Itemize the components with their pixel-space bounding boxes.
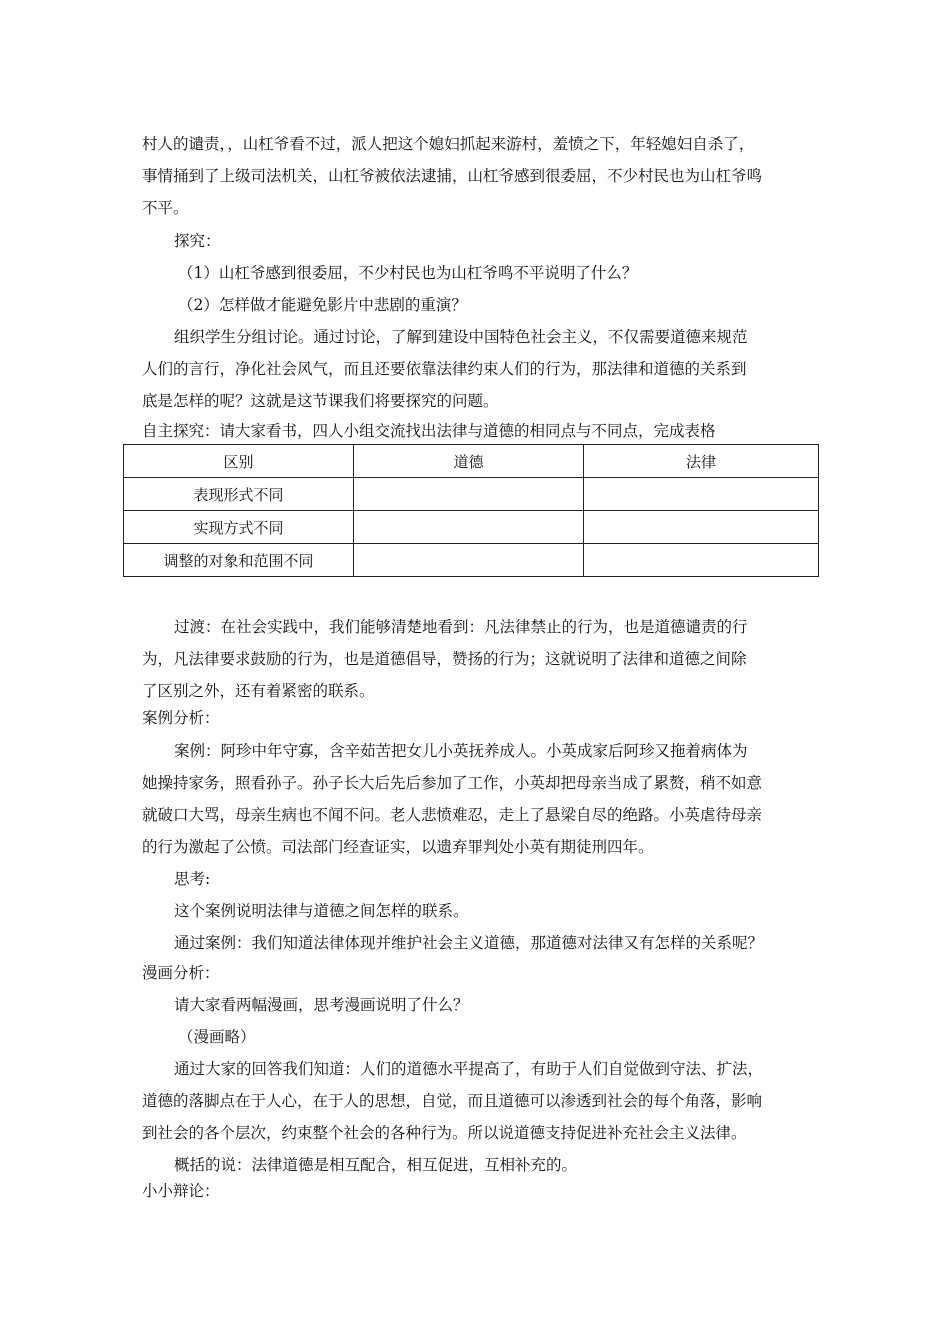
paragraph-line: 案例：阿珍中年守寡，含辛茹苦把女儿小英抚养成人。小英成家后阿珍又拖着病体为 — [174, 742, 748, 760]
paragraph-line: 请大家看两幅漫画，思考漫画说明了什么？ — [174, 996, 469, 1014]
paragraph-line: 概括的说：法律道德是相互配合，相互促进，互相补充的。 — [174, 1156, 578, 1174]
section-label: 探究： — [174, 232, 221, 250]
table-row — [124, 544, 819, 577]
paragraph-line: 底是怎样的呢？这就是这节课我们将要探究的问题。 — [142, 392, 499, 410]
section-label: 漫画分析： — [142, 964, 220, 982]
section-label: 案例分析： — [142, 709, 220, 727]
table-cell: 实现方式不同 — [124, 511, 354, 544]
table-cell — [354, 478, 584, 511]
table-cell — [584, 478, 819, 511]
paragraph-line: 就破口大骂，母亲生病也不闻不问。老人悲愤难忍，走上了悬梁自尽的绝路。小英虐待母亲 — [142, 806, 763, 824]
paragraph-line: 道德的落脚点在于人心，在于人的思想，自觉，而且道德可以渗透到社会的每个角落，影响 — [142, 1092, 763, 1110]
section-label: 小小辩论： — [142, 1182, 220, 1200]
paragraph-line: 她操持家务，照看孙子。孙子长大后先后参加了工作，小英却把母亲当成了累赘，稍不如意 — [142, 774, 763, 792]
table-header-row — [124, 445, 819, 478]
paragraph-line: 这个案例说明法律与道德之间怎样的联系。 — [174, 902, 469, 920]
table-row — [124, 478, 819, 511]
paragraph-line: 不平。 — [142, 199, 189, 217]
paragraph-line: 过渡：在社会实践中，我们能够清楚地看到：凡法律禁止的行为，也是道德谴责的行 — [174, 618, 748, 636]
table-header-cell: 道德 — [354, 445, 584, 478]
paragraph-line: 组织学生分组讨论。通过讨论，了解到建设中国特色社会主义，不仅需要道德来规范 — [174, 328, 748, 346]
table-cell — [354, 544, 584, 577]
paragraph-line: 自主探究：请大家看书，四人小组交流找出法律与道德的相同点与不同点，完成表格 — [142, 422, 716, 440]
section-label: 思考: — [174, 870, 211, 888]
table-header-cell: 区别 — [124, 445, 354, 478]
table-cell — [354, 511, 584, 544]
paragraph-line: 通过案例：我们知道法律体现并维护社会主义道德，那道德对法律又有怎样的关系呢？ — [174, 934, 764, 952]
paragraph-line: 了区别之外，还有着紧密的联系。 — [142, 682, 375, 700]
paragraph-line: 事情捅到了上级司法机关，山杠爷被依法逮捕，山杠爷感到很委屈，不少村民也为山杠爷鸣 — [142, 167, 763, 185]
paragraph-line: （漫画略） — [178, 1028, 256, 1046]
table-cell: 表现形式不同 — [124, 478, 354, 511]
paragraph-line: 的行为激起了公愤。司法部门经查证实，以遗弃罪判处小英有期徒刑四年。 — [142, 838, 654, 856]
table-header-cell: 法律 — [584, 445, 819, 478]
paragraph-line: 到社会的各个层次，约束整个社会的各种行为。所以说道德支持促进补充社会主义法律。 — [142, 1124, 747, 1142]
table-cell — [584, 511, 819, 544]
paragraph-line: 为，凡法律要求鼓励的行为，也是道德倡导，赞扬的行为；这就说明了法律和道德之间除 — [142, 650, 747, 668]
paragraph-line: 村人的谴责，，山杠爷看不过，派人把这个媳妇抓起来游村，羞愤之下，年轻媳妇自杀了， — [142, 135, 755, 153]
question-item: （1）山杠爷感到很委屈，不少村民也为山杠爷鸣不平说明了什么？ — [178, 264, 638, 282]
paragraph-line: 通过大家的回答我们知道：人们的道德水平提高了，有助于人们自觉做到守法、扩法， — [174, 1060, 764, 1078]
paragraph-line: 人们的言行，净化社会风气，而且还要依靠法律约束人们的行为，那法律和道德的关系到 — [142, 360, 747, 378]
table-cell: 调整的对象和范围不同 — [124, 544, 354, 577]
table-cell — [584, 544, 819, 577]
comparison-table — [123, 444, 819, 577]
table-row — [124, 511, 819, 544]
question-item: （2）怎样做才能避免影片中悲剧的重演？ — [178, 296, 467, 314]
